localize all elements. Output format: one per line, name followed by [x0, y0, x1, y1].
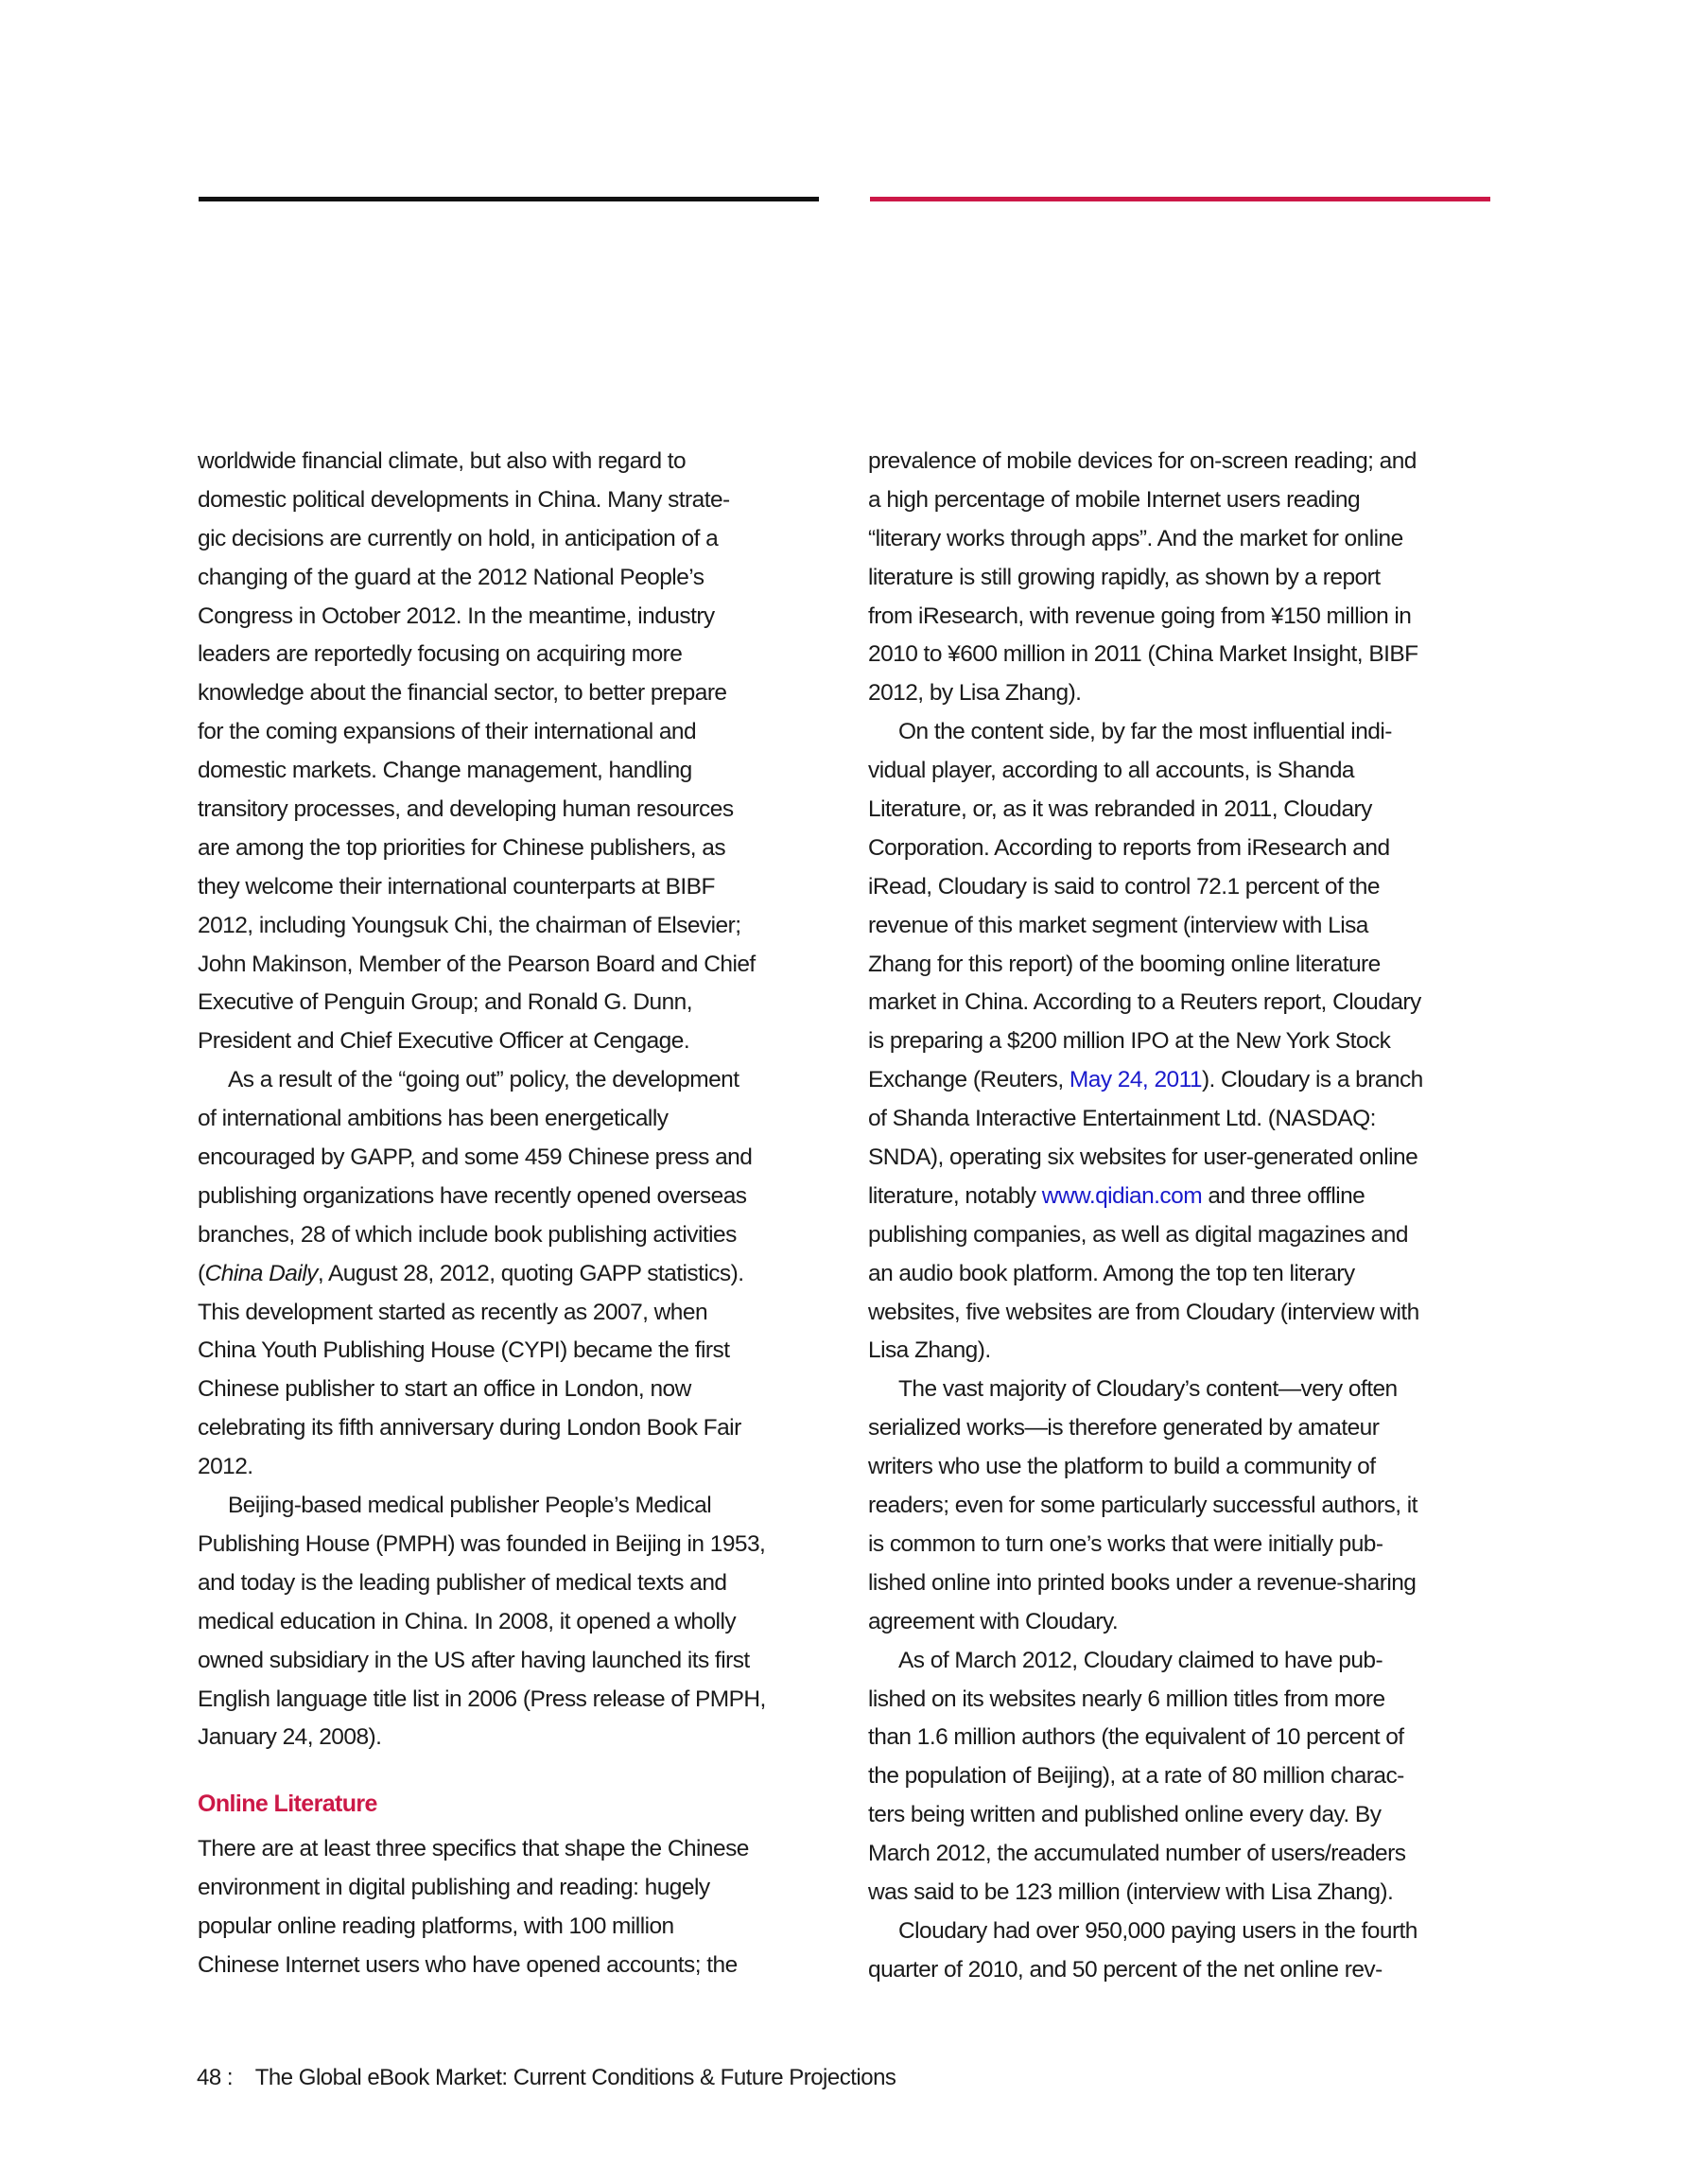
text-line-citation: (China Daily, August 28, 2012, quoting GAPP statistics). — [198, 1260, 744, 1286]
text-line: is common to turn one’s works that were initially pub- — [868, 1530, 1383, 1557]
text-line: 2010 to ¥600 million in 2011 (China Market Insight, BIBF — [868, 641, 1418, 668]
text-line: medical education in China. In 2008, it opened a wholly — [198, 1608, 737, 1634]
publication-title: China Daily — [204, 1260, 318, 1286]
text-line: lished on its websites nearly 6 million titles from more — [868, 1686, 1385, 1712]
text-line: Publishing House (PMPH) was founded in Beijing in 1953, — [198, 1530, 766, 1557]
text-line: “literary works through apps”. And the market for online — [868, 525, 1403, 551]
text-line: are among the top priorities for Chinese publishers, as — [198, 834, 726, 861]
text-line: transitory processes, and developing human resources — [198, 796, 734, 823]
text-line: On the content side, by far the most influential indi- — [898, 719, 1392, 745]
text-line: Cloudary had over 950,000 paying users in the fourth — [898, 1917, 1417, 1944]
text-line: worldwide financial climate, but also with regard to — [198, 448, 687, 474]
text-line: ters being written and published online every day. By — [868, 1802, 1382, 1828]
text-line: There are at least three specifics that shape the Chinese — [198, 1836, 749, 1862]
text-line: popular online reading platforms, with 100 million — [198, 1913, 674, 1939]
text-line: 2012, by Lisa Zhang). — [868, 680, 1082, 707]
text-line: celebrating its fifth anniversary during London Book Fair — [198, 1415, 741, 1441]
text-line: publishing organizations have recently opened overseas — [198, 1182, 747, 1209]
text-line: Corporation. According to reports from iResearch and — [868, 834, 1390, 861]
text-line: owned subsidiary in the US after having launched its first — [198, 1647, 750, 1673]
text-line: President and Chief Executive Officer at Cengage. — [198, 1028, 690, 1055]
text-line: encouraged by GAPP, and some 459 Chinese press and — [198, 1144, 753, 1171]
text-line: lished online into printed books under a revenue-sharing — [868, 1569, 1417, 1596]
paragraph-going-out-policy — [198, 1061, 841, 1487]
text-line: is preparing a $200 million IPO at the New York Stock — [868, 1028, 1391, 1055]
text-line: they welcome their international counterparts at BIBF — [198, 873, 715, 900]
text-line: 2012, including Youngsuk Chi, the chairman of Elsevier; — [198, 912, 741, 938]
text-line: than 1.6 million authors (the equivalent of 10 percent of — [868, 1724, 1404, 1751]
text-line: of Shanda Interactive Entertainment Ltd. (NASDAQ: — [868, 1106, 1376, 1132]
text-line: from iResearch, with revenue going from ¥150 million in — [868, 603, 1412, 629]
text-line: for the coming expansions of their international and — [198, 719, 697, 745]
text-line: domestic political developments in China. Many strate- — [198, 486, 730, 513]
text-line: agreement with Cloudary. — [868, 1608, 1119, 1634]
text-line: revenue of this market segment (interview with Lisa — [868, 912, 1368, 938]
text-line: 2012. — [198, 1454, 253, 1480]
text-line: Chinese publisher to start an office in London, now — [198, 1376, 691, 1403]
text-line: changing of the guard at the 2012 National People’s — [198, 564, 704, 590]
header-rule-right — [870, 197, 1490, 201]
text-line: an audio book platform. Among the top ten literary — [868, 1260, 1355, 1286]
text-line: leaders are reportedly focusing on acquiring more — [198, 641, 683, 668]
page-number: 48 : — [197, 2065, 234, 2090]
paragraph-mobile-prevalence — [868, 443, 1511, 713]
text-line: iRead, Cloudary is said to control 72.1 percent of the — [868, 873, 1380, 900]
text-line: environment in digital publishing and reading: hugely — [198, 1875, 710, 1901]
text-line: John Makinson, Member of the Pearson Board and Chief — [198, 951, 756, 977]
text-line: Executive of Penguin Group; and Ronald G. Dunn, — [198, 989, 693, 1016]
text-line: serialized works—is therefore generated by amateur — [868, 1415, 1380, 1441]
text-line: vidual player, according to all accounts, is Shanda — [868, 758, 1355, 784]
paragraph-march-2012 — [868, 1642, 1511, 1913]
text-line: Congress in October 2012. In the meantime, industry — [198, 603, 715, 629]
text-line: Lisa Zhang). — [868, 1337, 991, 1364]
text-line: prevalence of mobile devices for on-screen reading; and — [868, 448, 1417, 474]
text-line: publishing companies, as well as digital magazines and — [868, 1221, 1408, 1248]
text-line: Beijing-based medical publisher People’s Medical — [228, 1493, 712, 1519]
right-column — [868, 443, 1511, 1990]
text-line: knowledge about the financial sector, to better prepare — [198, 680, 727, 707]
text-line: of international ambitions has been energetically — [198, 1106, 669, 1132]
text-line: domestic markets. Change management, handling — [198, 758, 692, 784]
text-line: writers who use the platform to build a community of — [868, 1454, 1376, 1480]
text-line-with-link: Exchange (Reuters, May 24, 2011). Cloudary is a branch — [868, 1067, 1423, 1093]
paragraph-pmph — [198, 1487, 841, 1757]
text-line: and today is the leading publisher of medical texts and — [198, 1569, 727, 1596]
text-line: Literature, or, as it was rebranded in 2011, Cloudary — [868, 796, 1372, 823]
text-line: websites, five websites are from Cloudary (interview with — [868, 1299, 1419, 1325]
text-line: Chinese Internet users who have opened accounts; the — [198, 1951, 738, 1978]
text-line: English language title list in 2006 (Press release of PMPH, — [198, 1686, 766, 1712]
text-line: readers; even for some particularly successful authors, it — [868, 1493, 1417, 1519]
text-line: literature is still growing rapidly, as shown by a report — [868, 564, 1381, 590]
text-line: was said to be 123 million (interview with Lisa Zhang). — [868, 1878, 1394, 1905]
reuters-date-link[interactable]: May 24, 2011 — [1069, 1067, 1202, 1093]
text-line: a high percentage of mobile Internet users reading — [868, 486, 1361, 513]
paragraph-cloudary — [868, 713, 1511, 1371]
text-line: market in China. According to a Reuters report, Cloudary — [868, 989, 1421, 1016]
text-line: This development started as recently as 2007, when — [198, 1299, 708, 1325]
text-line: quarter of 2010, and 50 percent of the net online rev- — [868, 1956, 1383, 1983]
text-line: January 24, 2008). — [198, 1724, 382, 1751]
text-line: gic decisions are currently on hold, in anticipation of a — [198, 525, 719, 551]
text-line-with-link: literature, notably www.qidian.com and three offline — [868, 1182, 1365, 1209]
qidian-website-link[interactable]: www.qidian.com — [1041, 1182, 1203, 1209]
text-line: The vast majority of Cloudary’s content—very often — [898, 1376, 1398, 1403]
paragraph-three-specifics — [198, 1830, 841, 1985]
section-heading-online-literature: Online Literature — [198, 1791, 377, 1818]
paragraph-financial-climate — [198, 443, 841, 1061]
paragraph-paying-users — [868, 1913, 1511, 1990]
publication-title-footer: The Global eBook Market: Current Conditions & Future Projections — [254, 2065, 896, 2090]
text-line: As of March 2012, Cloudary claimed to have pub- — [898, 1647, 1383, 1673]
header-rule-left — [199, 197, 819, 201]
text-line: March 2012, the accumulated number of users/readers — [868, 1841, 1406, 1867]
text-line: the population of Beijing), at a rate of 80 million charac- — [868, 1763, 1404, 1790]
text-line: SNDA), operating six websites for user-generated online — [868, 1144, 1418, 1171]
page-footer — [197, 2065, 896, 2091]
left-column — [198, 443, 841, 1985]
paragraph-amateur-writers — [868, 1371, 1511, 1641]
text-line: branches, 28 of which include book publishing activities — [198, 1221, 737, 1248]
text-line: As a result of the “going out” policy, the development — [228, 1067, 739, 1093]
text-line: China Youth Publishing House (CYPI) became the first — [198, 1337, 730, 1364]
text-line: Zhang for this report) of the booming online literature — [868, 951, 1381, 977]
